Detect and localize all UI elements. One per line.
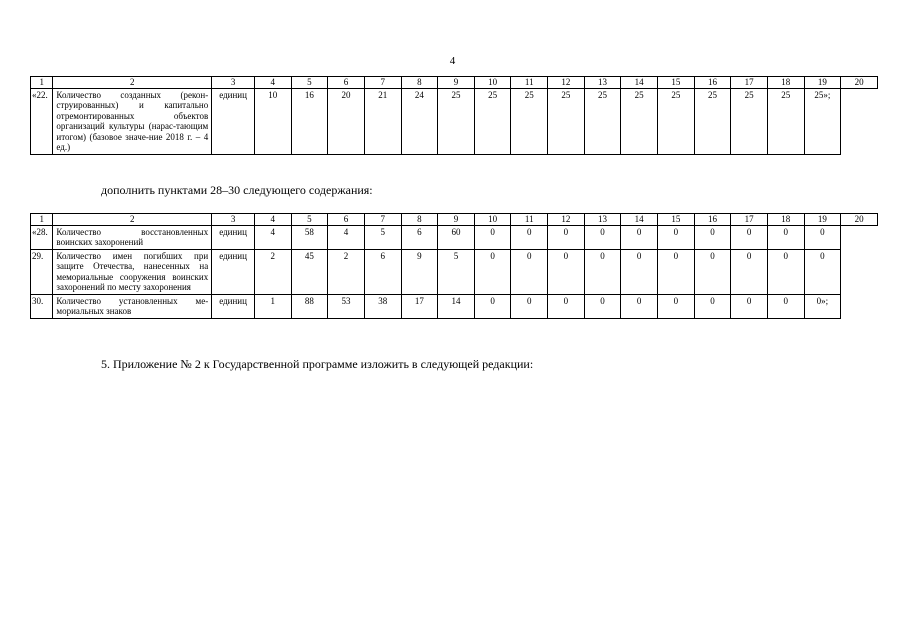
column-number-cell: 15 [658, 77, 695, 89]
column-number-cell: 3 [212, 214, 255, 226]
value-cell: 5 [438, 249, 475, 294]
value-cell: 0»; [804, 294, 841, 318]
value-cell: 20 [328, 88, 365, 154]
column-number-cell: 7 [364, 77, 401, 89]
value-cell: 0 [694, 249, 731, 294]
value-cell: 24 [401, 88, 438, 154]
value-cell: 0 [767, 249, 804, 294]
value-cell: 6 [364, 249, 401, 294]
value-cell: 38 [364, 294, 401, 318]
value-cell: 0 [731, 249, 768, 294]
indicators-table-2 [30, 213, 878, 319]
value-cell: 0 [731, 294, 768, 318]
indicator-description: Количество восстановленных воинских захоронений [53, 225, 212, 249]
value-cell: 17 [401, 294, 438, 318]
column-number-cell: 7 [364, 214, 401, 226]
value-cell: 4 [254, 225, 291, 249]
value-cell: 0 [621, 225, 658, 249]
unit-cell: единиц [212, 294, 255, 318]
value-cell: 0 [584, 294, 621, 318]
value-cell: 25 [731, 88, 768, 154]
column-number-cell: 1 [31, 214, 53, 226]
value-cell: 0 [694, 294, 731, 318]
indicator-description: Количество созданных (рекон-струированных) и капитально отремонтированных объектов организаций культуры (нарас-тающим итогом) (базовое значе-ние 2018 г. – 4 ед.) [53, 88, 212, 154]
value-cell: 58 [291, 225, 328, 249]
appendix-paragraph: 5. Приложение № 2 к Государственной программе изложить в следующей редакции: [101, 357, 534, 371]
value-cell: 0 [511, 249, 548, 294]
value-cell: 0 [511, 225, 548, 249]
column-number-cell: 9 [438, 77, 475, 89]
column-number-cell: 10 [474, 77, 511, 89]
column-number-cell: 2 [53, 77, 212, 89]
column-number-cell: 2 [53, 214, 212, 226]
item-number: 29. [31, 249, 53, 294]
value-cell: 0 [548, 294, 585, 318]
column-number-cell: 4 [254, 214, 291, 226]
value-cell: 0 [694, 225, 731, 249]
table-row [31, 249, 878, 294]
item-number: «22. [31, 88, 53, 154]
column-number-cell: 11 [511, 77, 548, 89]
column-number-cell: 13 [584, 77, 621, 89]
value-cell: 25 [548, 88, 585, 154]
value-cell: 10 [254, 88, 291, 154]
column-number-cell: 14 [621, 77, 658, 89]
column-number-cell: 15 [658, 214, 695, 226]
value-cell: 0 [731, 225, 768, 249]
column-number-cell: 8 [401, 214, 438, 226]
indicator-description: Количество имен погибших при защите Отечества, нанесенных на мемориальные сооружения воинских захоронений по месту захоронения [53, 249, 212, 294]
column-number-cell: 8 [401, 77, 438, 89]
value-cell: 0 [474, 294, 511, 318]
value-cell: 9 [401, 249, 438, 294]
column-number-cell: 11 [511, 214, 548, 226]
value-cell: 0 [658, 294, 695, 318]
column-number-cell: 1 [31, 77, 53, 89]
column-number-cell: 3 [212, 77, 255, 89]
table-row [31, 294, 878, 318]
value-cell: 14 [438, 294, 475, 318]
page-number: 4 [449, 55, 456, 67]
column-number-cell: 18 [767, 214, 804, 226]
unit-cell: единиц [212, 249, 255, 294]
unit-cell: единиц [212, 225, 255, 249]
column-number-cell: 5 [291, 77, 328, 89]
column-number-cell: 12 [548, 77, 585, 89]
value-cell: 0 [548, 249, 585, 294]
table-row [31, 88, 878, 154]
value-cell: 0 [621, 249, 658, 294]
value-cell: 53 [328, 294, 365, 318]
column-number-cell: 10 [474, 214, 511, 226]
column-number-cell: 12 [548, 214, 585, 226]
column-number-row [31, 77, 878, 89]
column-number-cell: 6 [328, 214, 365, 226]
value-cell: 4 [328, 225, 365, 249]
value-cell: 0 [804, 225, 841, 249]
value-cell: 0 [767, 294, 804, 318]
column-number-cell: 9 [438, 214, 475, 226]
value-cell: 25 [511, 88, 548, 154]
value-cell: 25 [621, 88, 658, 154]
item-number: 30. [31, 294, 53, 318]
value-cell: 16 [291, 88, 328, 154]
value-cell: 25 [767, 88, 804, 154]
column-number-cell: 17 [731, 214, 768, 226]
value-cell: 21 [364, 88, 401, 154]
item-number: «28. [31, 225, 53, 249]
unit-cell: единиц [212, 88, 255, 154]
value-cell: 0 [511, 294, 548, 318]
value-cell: 0 [767, 225, 804, 249]
table-row [31, 225, 878, 249]
value-cell: 45 [291, 249, 328, 294]
indicator-description: Количество установленных ме-мориальных знаков [53, 294, 212, 318]
value-cell: 0 [804, 249, 841, 294]
value-cell: 1 [254, 294, 291, 318]
value-cell: 25 [584, 88, 621, 154]
column-number-cell: 17 [731, 77, 768, 89]
value-cell: 0 [658, 225, 695, 249]
column-number-cell: 5 [291, 214, 328, 226]
column-number-cell: 19 [804, 77, 841, 89]
value-cell: 88 [291, 294, 328, 318]
value-cell: 0 [474, 249, 511, 294]
value-cell: 5 [364, 225, 401, 249]
column-number-cell: 20 [841, 77, 878, 89]
value-cell: 25 [658, 88, 695, 154]
column-number-cell: 13 [584, 214, 621, 226]
column-number-cell: 4 [254, 77, 291, 89]
value-cell: 60 [438, 225, 475, 249]
value-cell: 0 [474, 225, 511, 249]
column-number-cell: 14 [621, 214, 658, 226]
column-number-cell: 16 [694, 77, 731, 89]
value-cell: 0 [584, 249, 621, 294]
value-cell: 2 [328, 249, 365, 294]
value-cell: 25 [474, 88, 511, 154]
value-cell: 25 [694, 88, 731, 154]
indicators-table-1 [30, 76, 878, 155]
value-cell: 0 [548, 225, 585, 249]
value-cell: 0 [584, 225, 621, 249]
amendment-paragraph: дополнить пунктами 28–30 следующего содержания: [101, 183, 373, 197]
value-cell: 0 [621, 294, 658, 318]
value-cell: 25 [438, 88, 475, 154]
value-cell: 25»; [804, 88, 841, 154]
column-number-cell: 18 [767, 77, 804, 89]
column-number-cell: 19 [804, 214, 841, 226]
column-number-cell: 20 [841, 214, 878, 226]
column-number-cell: 6 [328, 77, 365, 89]
value-cell: 6 [401, 225, 438, 249]
value-cell: 0 [658, 249, 695, 294]
value-cell: 2 [254, 249, 291, 294]
column-number-row [31, 214, 878, 226]
column-number-cell: 16 [694, 214, 731, 226]
